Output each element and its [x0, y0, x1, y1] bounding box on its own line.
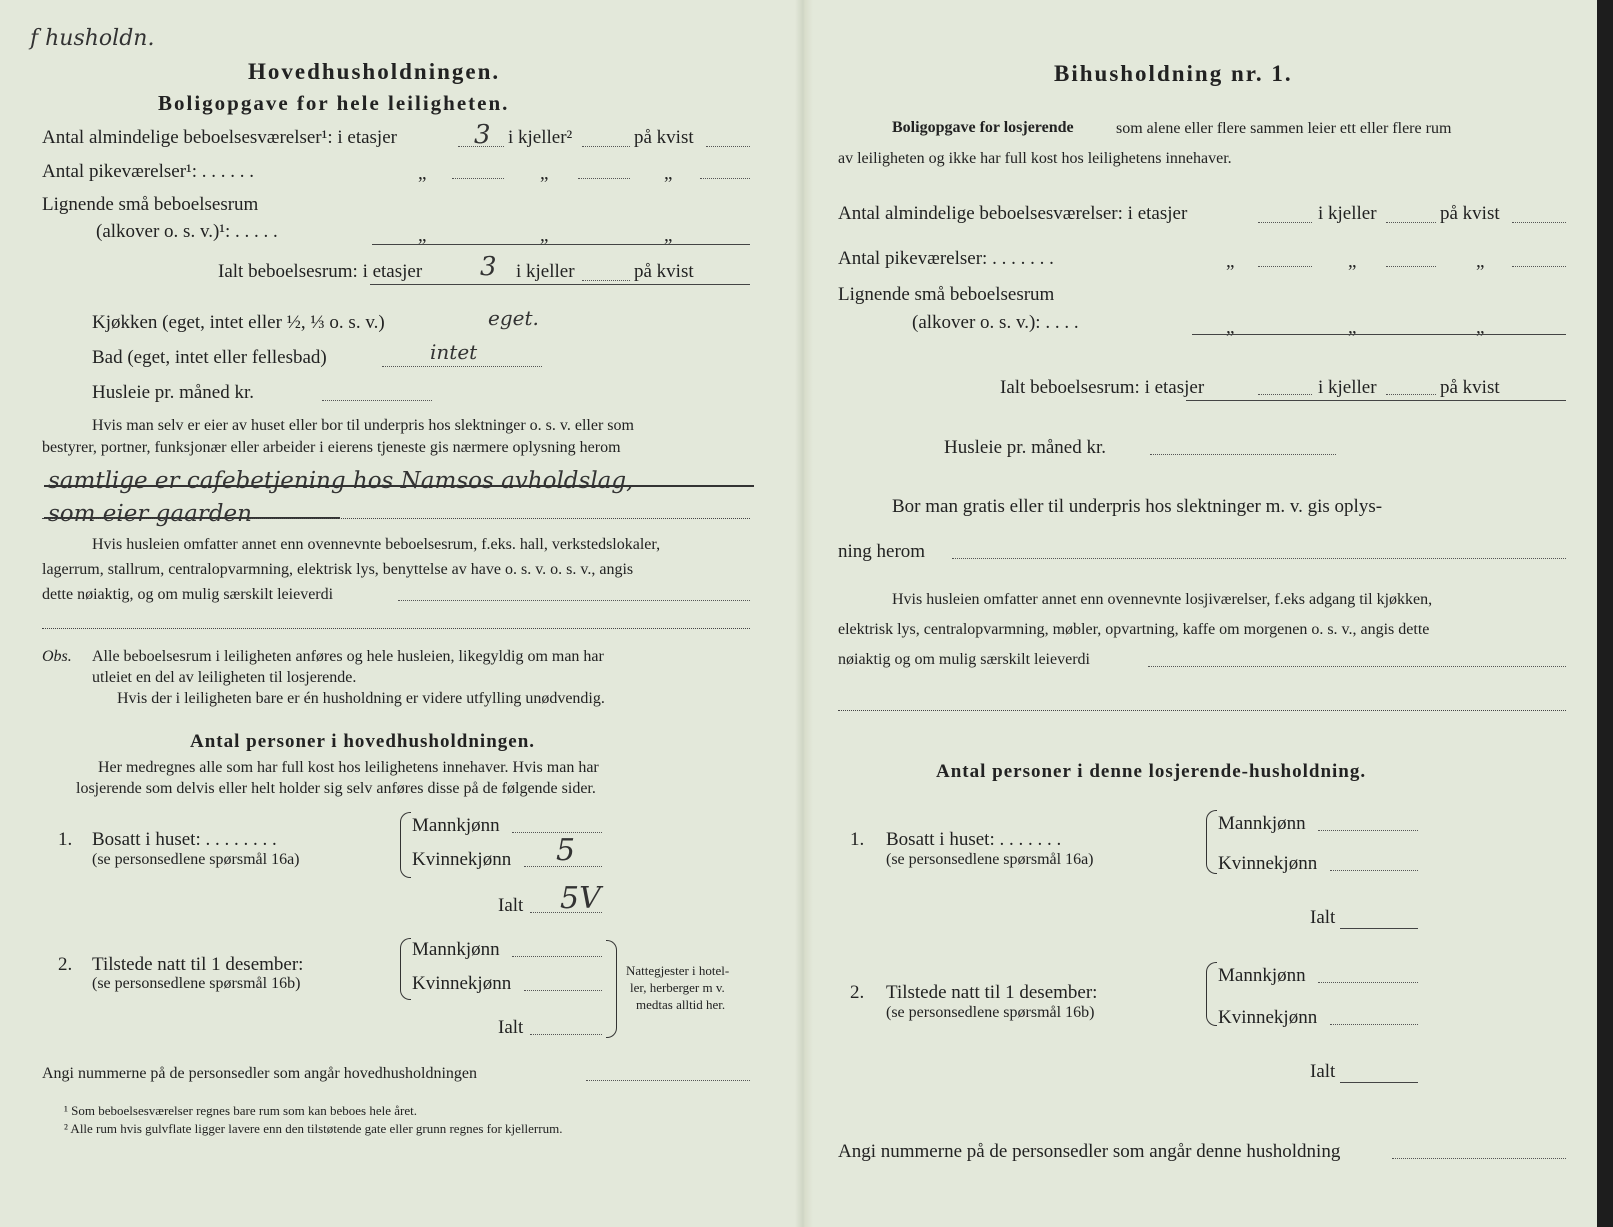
obs-2: utleiet en del av leiligheten til losjerende.: [92, 669, 357, 686]
q1-brace: [400, 812, 411, 878]
guests-brace: [606, 940, 617, 1038]
r-small-rooms-field[interactable]: [1192, 334, 1566, 335]
r-rooms-label: Antal almindelige beboelsesværelser: i etasjer: [838, 203, 1188, 224]
r-rent-field[interactable]: [1150, 454, 1336, 455]
rent-label: Husleie pr. måned kr.: [92, 382, 254, 403]
r-total-floors-field[interactable]: [1258, 394, 1312, 395]
maids-basement-field[interactable]: [578, 178, 630, 179]
r-numbers-field[interactable]: [1392, 1158, 1566, 1159]
obs-label: Obs.: [42, 648, 72, 665]
left-subtitle: Boligopgave for hele leiligheten.: [158, 91, 510, 115]
maids-label: Antal pikeværelser¹: . . . . . .: [42, 161, 255, 182]
owner-note-2: bestyrer, portner, funksjonær eller arbeider i eierens tjeneste gis nærmere oplysning herom: [42, 439, 621, 456]
r-extra-field-2[interactable]: [838, 710, 1566, 711]
r-q1-female-label: Kvinnekjønn: [1218, 853, 1318, 874]
q2-sub: (se personsedlene spørsmål 16b): [92, 975, 301, 992]
r-q1-total-label: Ialt: [1310, 907, 1336, 928]
guests-note-2: ler, herberger m v.: [630, 980, 725, 995]
r-q2-female-label: Kvinnekjønn: [1218, 1007, 1318, 1028]
q2-total-field[interactable]: [530, 1034, 602, 1035]
obs-3: Hvis der i leiligheten bare er én husholdning er videre utfylling unødvendig.: [117, 690, 605, 707]
owner-note-1: Hvis man selv er eier av huset eller bor til underpris hos slektninger o. s. v. eller som: [92, 417, 634, 434]
r-rooms-basement-field[interactable]: [1386, 222, 1436, 223]
ditto-mark: „: [1348, 317, 1357, 338]
r-q2-female-field[interactable]: [1330, 1024, 1418, 1025]
left-title: Hovedhusholdningen.: [248, 59, 501, 84]
scan-edge: [1597, 0, 1613, 1227]
r-free-field[interactable]: [952, 558, 1566, 559]
r-q2-total-field[interactable]: [1340, 1082, 1418, 1083]
r-persons-title: Antal personer i denne losjerende-husholdning.: [936, 761, 1367, 782]
r-extra-field[interactable]: [1148, 666, 1566, 667]
kitchen-value: eget.: [488, 306, 539, 330]
owner-handwriting-1: samtlige er cafebetjening hos Namsos avholdslag,: [48, 468, 634, 494]
extra-field-2[interactable]: [42, 628, 750, 629]
extra-1: Hvis husleien omfatter annet enn ovennevnte beboelsesrum, f.eks. hall, verkstedslokaler,: [92, 536, 661, 553]
extra-2: lagerrum, stallrum, centralopvarmning, elektrisk lys, benyttelse av have o. s. v. o. s. v., angis: [42, 561, 634, 578]
rooms-label: Antal almindelige beboelsesværelser¹: i etasjer: [42, 127, 397, 148]
rooms-floors-value: 3: [474, 120, 491, 150]
r-q2-label: Tilstede natt til 1 desember:: [886, 982, 1098, 1003]
numbers-label: Angi nummerne på de personsedler som angår hovedhusholdningen: [42, 1065, 478, 1082]
total-attic-label: på kvist: [634, 261, 694, 282]
bath-label: Bad (eget, intet eller fellesbad): [92, 347, 327, 368]
r-q1-male-label: Mannkjønn: [1218, 813, 1306, 834]
rooms-basement-label: i kjeller²: [508, 127, 573, 148]
ditto-mark: „: [418, 225, 427, 246]
total-rooms-underline: [370, 284, 750, 285]
total-rooms-label: Ialt beboelsesrum: i etasjer: [218, 261, 423, 282]
r-small-rooms-label-1: Lignende små beboelsesrum: [838, 284, 1055, 305]
r-rent-label: Husleie pr. måned kr.: [944, 437, 1106, 458]
r-free-1: Bor man gratis eller til underpris hos slektninger m. v. gis oplys-: [892, 496, 1383, 517]
kitchen-label: Kjøkken (eget, intet eller ½, ⅓ o. s. v.): [92, 312, 385, 333]
owner-field[interactable]: [42, 518, 750, 519]
ditto-mark: „: [1348, 251, 1357, 272]
extra-field[interactable]: [398, 600, 750, 601]
footnote-1: ¹ Som beboelsesværelser regnes bare rum som kan beboes hele året.: [64, 1103, 417, 1118]
q2-label: Tilstede natt til 1 desember:: [92, 954, 304, 975]
r-q1-total-field[interactable]: [1340, 928, 1418, 929]
ditto-mark: „: [664, 163, 673, 184]
r-total-basement-field[interactable]: [1386, 394, 1436, 395]
intro-bold: Boligopgave for losjerende: [892, 119, 1074, 136]
r-total-rooms-label: Ialt beboelsesrum: i etasjer: [1000, 377, 1205, 398]
ditto-mark: „: [540, 225, 549, 246]
rooms-basement-field[interactable]: [582, 146, 630, 147]
q1-male-label: Mannkjønn: [412, 815, 500, 836]
ditto-mark: „: [418, 163, 427, 184]
r-q1-label: Bosatt i huset: . . . . . . .: [886, 829, 1062, 850]
extra-3: dette nøiaktig, og om mulig særskilt leieverdi: [42, 586, 334, 603]
r-q2-total-label: Ialt: [1310, 1061, 1336, 1082]
r-rooms-floors-field[interactable]: [1258, 222, 1312, 223]
r-q1-brace: [1206, 810, 1217, 874]
r-rooms-attic-field[interactable]: [1512, 222, 1566, 223]
r-q2-brace: [1206, 962, 1217, 1026]
r-total-basement-label: i kjeller: [1318, 377, 1377, 398]
owner-handwriting-2: som eier gaarden: [48, 501, 252, 527]
r-total-underline: [1186, 400, 1566, 401]
r-maids-floors-field[interactable]: [1258, 266, 1312, 267]
r-q2-number: 2.: [850, 982, 865, 1003]
q1-female-label: Kvinnekjønn: [412, 849, 512, 870]
small-rooms-field[interactable]: [372, 244, 750, 245]
ditto-mark: „: [664, 225, 673, 246]
persons-note-1: Her medregnes alle som har full kost hos leilighetens innehaver. Hvis man har: [98, 759, 599, 776]
q2-female-label: Kvinnekjønn: [412, 973, 512, 994]
ditto-mark: „: [1476, 317, 1485, 338]
maids-attic-field[interactable]: [700, 178, 750, 179]
small-rooms-label-1: Lignende små beboelsesrum: [42, 194, 259, 215]
r-maids-attic-field[interactable]: [1512, 266, 1566, 267]
obs-1: Alle beboelsesrum i leiligheten anføres og hele husleien, likegyldig om man har: [92, 648, 604, 665]
q2-female-field[interactable]: [524, 990, 602, 991]
persons-title: Antal personer i hovedhusholdningen.: [190, 731, 536, 752]
r-extra-3: nøiaktig og om mulig særskilt leieverdi: [838, 651, 1090, 668]
r-maids-label: Antal pikeværelser: . . . . . . .: [838, 248, 1054, 269]
right-title: Bihusholdning nr. 1.: [1054, 61, 1293, 86]
footnote-2: ² Alle rum hvis gulvflate ligger lavere enn den tilstøtende gate eller grunn regnes for kjellerrum.: [64, 1121, 563, 1136]
guests-note-3: medtas alltid her.: [636, 997, 726, 1012]
q1-female-value: 5: [556, 833, 576, 868]
r-maids-basement-field[interactable]: [1386, 266, 1436, 267]
maids-floors-field[interactable]: [452, 178, 504, 179]
bath-value: intet: [430, 340, 478, 364]
intro-1: som alene eller flere sammen leier ett eller flere rum: [1116, 120, 1452, 137]
q1-total-value: 5V: [560, 881, 601, 916]
intro-2: av leiligheten og ikke har full kost hos leilighetens innehaver.: [838, 150, 1232, 167]
numbers-field[interactable]: [586, 1080, 750, 1081]
q1-sub: (se personsedlene spørsmål 16a): [92, 851, 300, 868]
ditto-mark: „: [1226, 251, 1235, 272]
q2-brace: [400, 938, 411, 1000]
q2-male-label: Mannkjønn: [412, 939, 500, 960]
ditto-mark: „: [540, 163, 549, 184]
r-extra-2: elektrisk lys, centralopvarmning, møbler, opvartning, kaffe om morgenen o. s. v., angis dette: [838, 621, 1430, 638]
rent-field[interactable]: [322, 400, 432, 401]
r-q1-number: 1.: [850, 829, 865, 850]
r-small-rooms-label-2: (alkover o. s. v.): . . . .: [912, 312, 1079, 333]
q1-number: 1.: [58, 829, 73, 850]
strike-line: [44, 485, 754, 487]
total-basement-label: i kjeller: [516, 261, 575, 282]
ditto-mark: „: [1226, 317, 1235, 338]
persons-note-2: losjerende som delvis eller helt holder sig selv anføres disse på de følgende sider.: [76, 780, 596, 797]
total-basement-field[interactable]: [582, 280, 630, 281]
q1-total-label: Ialt: [498, 895, 524, 916]
q2-total-label: Ialt: [498, 1017, 524, 1038]
r-total-attic-label: på kvist: [1440, 377, 1500, 398]
r-rooms-basement-label: i kjeller: [1318, 203, 1377, 224]
r-q2-sub: (se personsedlene spørsmål 16b): [886, 1004, 1095, 1021]
r-q1-sub: (se personsedlene spørsmål 16a): [886, 851, 1094, 868]
q2-male-field[interactable]: [512, 956, 602, 957]
page-fold: [795, 0, 813, 1227]
bath-field[interactable]: [382, 366, 542, 367]
rooms-attic-label: på kvist: [634, 127, 694, 148]
q2-number: 2.: [58, 954, 73, 975]
r-q1-male-field[interactable]: [1318, 830, 1418, 831]
total-floors-value: 3: [480, 252, 497, 282]
small-rooms-label-2: (alkover o. s. v.)¹: . . . . .: [96, 221, 278, 242]
r-q2-male-field[interactable]: [1318, 982, 1418, 983]
r-extra-1: Hvis husleien omfatter annet enn ovennevnte losjiværelser, f.eks adgang til kjøkken,: [892, 591, 1433, 608]
r-q1-female-field[interactable]: [1330, 870, 1418, 871]
r-rooms-attic-label: på kvist: [1440, 203, 1500, 224]
q1-label: Bosatt i huset: . . . . . . . .: [92, 829, 277, 850]
ditto-mark: „: [1476, 251, 1485, 272]
r-free-2: ning herom: [838, 541, 926, 562]
guests-note-1: Nattegjester i hotel-: [626, 963, 730, 978]
r-numbers-label: Angi nummerne på de personsedler som angår denne husholdning: [838, 1141, 1341, 1162]
rooms-attic-field[interactable]: [706, 146, 750, 147]
corner-note: f husholdn.: [30, 26, 155, 51]
r-q2-male-label: Mannkjønn: [1218, 965, 1306, 986]
